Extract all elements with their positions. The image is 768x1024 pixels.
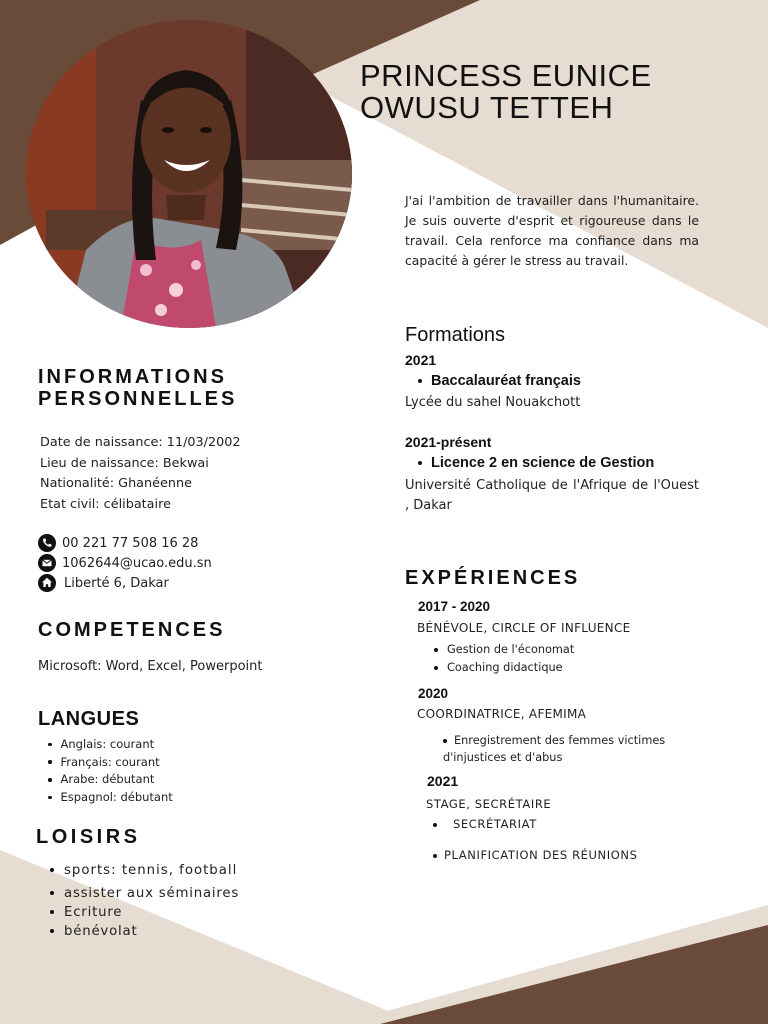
bullet-icon xyxy=(418,461,422,465)
email-icon xyxy=(38,554,56,572)
formation-year: 2021 xyxy=(405,352,437,368)
formation-degree xyxy=(418,373,581,389)
formation-year: 2021-présent xyxy=(405,434,492,450)
formation-degree xyxy=(418,455,654,471)
loisir-label: sports: tennis, football xyxy=(64,863,238,878)
civil-status: Etat civil: célibataire xyxy=(40,496,171,512)
birth-date: Date de naissance: 11/03/2002 xyxy=(40,435,241,450)
experience-task-label: Enregistrement des femmes victimes d'injustices et d'abus xyxy=(443,734,666,764)
loisir-item xyxy=(50,903,239,922)
competences-text: Microsoft: Word, Excel, Powerpoint xyxy=(38,659,263,674)
bullet-icon xyxy=(50,910,54,914)
intro-paragraph: J'ai l'ambition de travailler dans l'humanitaire. Je suis ouverte d'esprit et rigoureuse dans le travail. Cela renforce ma confiance dans ma capacité à gérer le stress au travail. xyxy=(405,193,699,268)
formation-degree-label: Licence 2 en science de Gestion xyxy=(431,455,655,471)
birth-place: Lieu de naissance: Bekwai xyxy=(40,455,209,471)
formations-title: Formations xyxy=(405,324,506,346)
address-text: Liberté 6, Dakar xyxy=(64,575,169,591)
loisir-label: assister aux séminaires xyxy=(64,886,240,901)
experience-role: BÉNÉVOLE, CIRCLE OF INFLUENCE xyxy=(417,621,631,635)
experience-task-label: Gestion de l'économat xyxy=(447,643,575,656)
bullet-icon xyxy=(50,891,54,895)
experience-task-label: SECRÉTARIAT xyxy=(453,817,537,831)
language-item xyxy=(48,754,173,772)
language-label: Arabe: débutant xyxy=(60,772,155,787)
home-icon xyxy=(38,574,56,592)
beige-top-shape xyxy=(300,0,768,328)
phone-number: 00 221 77 508 16 28 xyxy=(62,535,199,551)
bullet-icon xyxy=(50,929,54,933)
contact-phone xyxy=(38,533,212,553)
language-item xyxy=(48,771,173,789)
experience-task xyxy=(434,643,574,656)
experiences-title: EXPÉRIENCES xyxy=(405,567,581,589)
bullet-icon xyxy=(433,854,437,858)
experience-years: 2017 - 2020 xyxy=(418,599,491,614)
experience-task xyxy=(443,732,683,766)
language-label: Anglais: courant xyxy=(60,737,155,751)
formation-school: Lycée du sahel Nouakchott xyxy=(405,395,581,410)
loisir-label: Ecriture xyxy=(64,905,123,920)
langues-list xyxy=(48,736,173,807)
bullet-icon xyxy=(48,743,52,747)
language-item xyxy=(48,736,173,754)
experience-role: STAGE, SECRÉTAIRE xyxy=(426,797,552,811)
language-label: Français: courant xyxy=(60,754,160,769)
bullet-icon xyxy=(418,379,422,383)
formation-degree-label: Baccalauréat français xyxy=(431,373,581,389)
profile-photo xyxy=(26,20,352,328)
contact-address xyxy=(38,573,212,593)
loisir-item xyxy=(50,922,239,941)
loisir-label: bénévolat xyxy=(64,924,138,939)
bullet-icon xyxy=(434,648,438,652)
experience-task xyxy=(433,817,537,831)
experience-years: 2021 xyxy=(427,773,459,789)
bullet-icon xyxy=(50,868,54,872)
personal-info-title xyxy=(38,366,237,410)
nationality: Nationalité: Ghanéenne xyxy=(40,476,192,491)
langues-title: LANGUES xyxy=(38,708,140,730)
competences-title: COMPETENCES xyxy=(38,619,226,641)
loisir-item xyxy=(50,860,239,884)
contact-list xyxy=(38,533,212,593)
experience-task-label: PLANIFICATION DES RÉUNIONS xyxy=(444,848,638,862)
email-address[interactable]: 1062644@ucao.edu.sn xyxy=(62,555,212,571)
experience-years: 2020 xyxy=(418,686,449,701)
bullet-icon xyxy=(48,760,52,764)
loisir-item xyxy=(50,884,239,903)
formation-school: Université Catholique de l'Afrique de l'Ouest , Dakar xyxy=(405,478,699,513)
loisirs-title: LOISIRS xyxy=(36,826,141,848)
personal-info-list xyxy=(40,433,241,515)
personal-info-title-line-2: PERSONNELLES xyxy=(38,388,238,410)
personal-info-title-line-1: INFORMATIONS xyxy=(38,366,227,388)
full-name xyxy=(360,60,760,124)
name-line-1: PRINCESS EUNICE xyxy=(360,58,652,93)
contact-email xyxy=(38,553,212,573)
experience-role: COORDINATRICE, AFEMIMA xyxy=(417,707,587,721)
loisirs-list xyxy=(50,860,239,941)
phone-icon xyxy=(38,534,56,552)
bullet-icon xyxy=(443,739,447,743)
bullet-icon xyxy=(434,666,438,670)
bullet-icon xyxy=(48,778,52,782)
experience-task xyxy=(433,848,638,862)
name-line-2: OWUSU TETTEH xyxy=(360,90,614,125)
experience-task-label: Coaching didactique xyxy=(447,661,563,674)
language-label: Espagnol: débutant xyxy=(60,790,173,805)
experience-task xyxy=(434,661,563,674)
bullet-icon xyxy=(433,823,437,827)
language-item xyxy=(48,789,173,807)
bullet-icon xyxy=(48,796,52,800)
